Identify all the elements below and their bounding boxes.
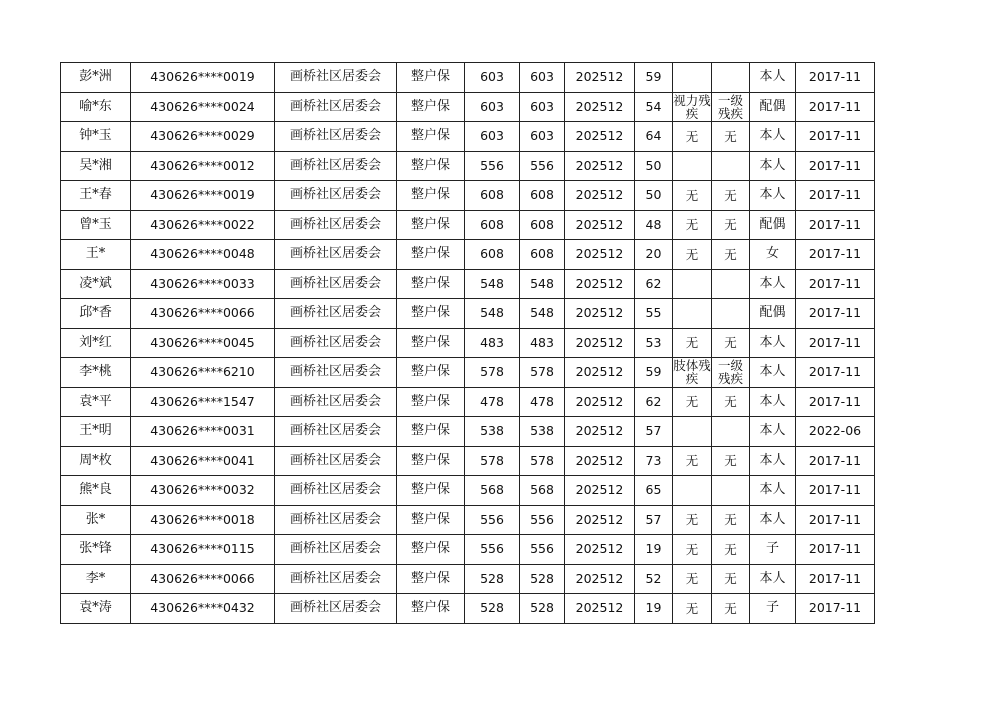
amount-paid-cell: 578 — [520, 446, 565, 476]
month-cell: 202512 — [565, 122, 635, 152]
id-number-cell: 430626****0018 — [131, 505, 275, 535]
id-number-cell: 430626****0048 — [131, 240, 275, 270]
community-cell: 画桥社区居委会 — [275, 387, 397, 417]
month-cell: 202512 — [565, 476, 635, 506]
disability-type-cell — [673, 417, 712, 447]
age-cell: 52 — [635, 564, 673, 594]
community-cell: 画桥社区居委会 — [275, 358, 397, 388]
start-date-cell: 2017-11 — [796, 358, 875, 388]
id-number-cell: 430626****0033 — [131, 269, 275, 299]
id-number-cell: 430626****6210 — [131, 358, 275, 388]
assistance-type-cell: 整户保 — [397, 387, 465, 417]
disability-type-cell: 无 — [673, 181, 712, 211]
relation-cell: 本人 — [750, 269, 796, 299]
relation-cell: 子 — [750, 535, 796, 565]
age-cell: 50 — [635, 151, 673, 181]
disability-level-cell — [712, 476, 750, 506]
month-cell: 202512 — [565, 92, 635, 122]
benefit-table — [60, 62, 875, 624]
name-cell: 袁*平 — [61, 387, 131, 417]
amount-cell: 556 — [465, 505, 520, 535]
relation-cell: 配偶 — [750, 92, 796, 122]
start-date-cell: 2017-11 — [796, 535, 875, 565]
id-number-cell: 430626****0019 — [131, 181, 275, 211]
month-cell: 202512 — [565, 387, 635, 417]
id-number-cell: 430626****0066 — [131, 299, 275, 329]
amount-paid-cell: 568 — [520, 476, 565, 506]
disability-level-cell — [712, 299, 750, 329]
disability-type-cell — [673, 269, 712, 299]
start-date-cell: 2017-11 — [796, 564, 875, 594]
amount-cell: 608 — [465, 210, 520, 240]
table-row — [61, 240, 875, 270]
table-row — [61, 122, 875, 152]
age-cell: 54 — [635, 92, 673, 122]
age-cell: 62 — [635, 387, 673, 417]
amount-cell: 528 — [465, 564, 520, 594]
relation-cell: 本人 — [750, 387, 796, 417]
relation-cell: 本人 — [750, 417, 796, 447]
amount-cell: 478 — [465, 387, 520, 417]
disability-type-cell — [673, 299, 712, 329]
relation-cell: 本人 — [750, 446, 796, 476]
disability-level-cell: 无 — [712, 564, 750, 594]
id-number-cell: 430626****0432 — [131, 594, 275, 624]
assistance-type-cell: 整户保 — [397, 92, 465, 122]
amount-paid-cell: 556 — [520, 505, 565, 535]
month-cell: 202512 — [565, 240, 635, 270]
age-cell: 65 — [635, 476, 673, 506]
amount-paid-cell: 603 — [520, 63, 565, 93]
start-date-cell: 2017-11 — [796, 181, 875, 211]
amount-paid-cell: 608 — [520, 210, 565, 240]
month-cell: 202512 — [565, 63, 635, 93]
id-number-cell: 430626****0115 — [131, 535, 275, 565]
disability-level-cell: 无 — [712, 505, 750, 535]
month-cell: 202512 — [565, 269, 635, 299]
amount-cell: 556 — [465, 535, 520, 565]
amount-paid-cell: 603 — [520, 122, 565, 152]
table-row — [61, 476, 875, 506]
disability-type-cell: 无 — [673, 446, 712, 476]
assistance-type-cell: 整户保 — [397, 269, 465, 299]
name-cell: 袁*涛 — [61, 594, 131, 624]
community-cell: 画桥社区居委会 — [275, 299, 397, 329]
table-row — [61, 505, 875, 535]
assistance-type-cell: 整户保 — [397, 564, 465, 594]
id-number-cell: 430626****0066 — [131, 564, 275, 594]
amount-paid-cell: 538 — [520, 417, 565, 447]
age-cell: 57 — [635, 505, 673, 535]
disability-level-cell: 无 — [712, 594, 750, 624]
id-number-cell: 430626****1547 — [131, 387, 275, 417]
name-cell: 曾*玉 — [61, 210, 131, 240]
disability-level-cell — [712, 269, 750, 299]
amount-paid-cell: 548 — [520, 299, 565, 329]
disability-level-cell: 无 — [712, 210, 750, 240]
start-date-cell: 2017-11 — [796, 240, 875, 270]
relation-cell: 本人 — [750, 181, 796, 211]
relation-cell: 本人 — [750, 358, 796, 388]
relation-cell: 本人 — [750, 476, 796, 506]
age-cell: 59 — [635, 358, 673, 388]
disability-type-cell: 无 — [673, 387, 712, 417]
month-cell: 202512 — [565, 505, 635, 535]
disability-type-cell: 肢体残疾 — [673, 358, 711, 387]
disability-level-cell: 无 — [712, 328, 750, 358]
community-cell: 画桥社区居委会 — [275, 151, 397, 181]
community-cell: 画桥社区居委会 — [275, 505, 397, 535]
start-date-cell: 2017-11 — [796, 594, 875, 624]
name-cell: 吴*湘 — [61, 151, 131, 181]
amount-cell: 538 — [465, 417, 520, 447]
amount-cell: 548 — [465, 269, 520, 299]
community-cell: 画桥社区居委会 — [275, 446, 397, 476]
amount-paid-cell: 483 — [520, 328, 565, 358]
disability-type-cell: 无 — [673, 535, 712, 565]
start-date-cell: 2017-11 — [796, 328, 875, 358]
name-cell: 彭*洲 — [61, 63, 131, 93]
disability-level-cell — [712, 63, 750, 93]
age-cell: 55 — [635, 299, 673, 329]
id-number-cell: 430626****0019 — [131, 63, 275, 93]
month-cell: 202512 — [565, 299, 635, 329]
community-cell: 画桥社区居委会 — [275, 594, 397, 624]
community-cell: 画桥社区居委会 — [275, 328, 397, 358]
start-date-cell: 2017-11 — [796, 92, 875, 122]
age-cell: 53 — [635, 328, 673, 358]
age-cell: 57 — [635, 417, 673, 447]
assistance-type-cell: 整户保 — [397, 63, 465, 93]
age-cell: 50 — [635, 181, 673, 211]
disability-type-cell — [673, 476, 712, 506]
month-cell: 202512 — [565, 328, 635, 358]
name-cell: 钟*玉 — [61, 122, 131, 152]
assistance-type-cell: 整户保 — [397, 594, 465, 624]
table-row — [61, 417, 875, 447]
start-date-cell: 2017-11 — [796, 63, 875, 93]
relation-cell: 配偶 — [750, 210, 796, 240]
disability-type-cell — [673, 63, 712, 93]
table-row — [61, 269, 875, 299]
name-cell: 熊*良 — [61, 476, 131, 506]
amount-paid-cell: 578 — [520, 358, 565, 388]
table-row — [61, 151, 875, 181]
amount-cell: 608 — [465, 181, 520, 211]
month-cell: 202512 — [565, 564, 635, 594]
community-cell: 画桥社区居委会 — [275, 269, 397, 299]
amount-cell: 608 — [465, 240, 520, 270]
disability-type-cell: 无 — [673, 122, 712, 152]
start-date-cell: 2017-11 — [796, 387, 875, 417]
name-cell: 邱*香 — [61, 299, 131, 329]
id-number-cell: 430626****0045 — [131, 328, 275, 358]
start-date-cell: 2017-11 — [796, 151, 875, 181]
table-row — [61, 299, 875, 329]
assistance-type-cell: 整户保 — [397, 446, 465, 476]
month-cell: 202512 — [565, 535, 635, 565]
disability-level-cell: 无 — [712, 181, 750, 211]
assistance-type-cell: 整户保 — [397, 299, 465, 329]
community-cell: 画桥社区居委会 — [275, 181, 397, 211]
assistance-type-cell: 整户保 — [397, 535, 465, 565]
disability-type-cell — [673, 151, 712, 181]
age-cell: 19 — [635, 535, 673, 565]
assistance-type-cell: 整户保 — [397, 358, 465, 388]
name-cell: 李*桃 — [61, 358, 131, 388]
disability-level-cell: 无 — [712, 240, 750, 270]
start-date-cell: 2017-11 — [796, 122, 875, 152]
table-body — [61, 63, 875, 624]
amount-paid-cell: 608 — [520, 181, 565, 211]
name-cell: 王*明 — [61, 417, 131, 447]
disability-level-cell: 无 — [712, 387, 750, 417]
table-row — [61, 535, 875, 565]
id-number-cell: 430626****0029 — [131, 122, 275, 152]
amount-cell: 483 — [465, 328, 520, 358]
amount-paid-cell: 478 — [520, 387, 565, 417]
community-cell: 画桥社区居委会 — [275, 535, 397, 565]
amount-paid-cell: 528 — [520, 564, 565, 594]
disability-type-cell: 无 — [673, 594, 712, 624]
amount-cell: 556 — [465, 151, 520, 181]
assistance-type-cell: 整户保 — [397, 328, 465, 358]
disability-level-cell: 无 — [712, 535, 750, 565]
relation-cell: 本人 — [750, 151, 796, 181]
community-cell: 画桥社区居委会 — [275, 240, 397, 270]
month-cell: 202512 — [565, 358, 635, 388]
amount-cell: 548 — [465, 299, 520, 329]
relation-cell: 本人 — [750, 328, 796, 358]
relation-cell: 本人 — [750, 63, 796, 93]
table-row — [61, 564, 875, 594]
start-date-cell: 2017-11 — [796, 299, 875, 329]
start-date-cell: 2017-11 — [796, 269, 875, 299]
disability-type-cell: 无 — [673, 328, 712, 358]
amount-cell: 578 — [465, 358, 520, 388]
table-row — [61, 92, 875, 122]
assistance-type-cell: 整户保 — [397, 417, 465, 447]
name-cell: 喻*东 — [61, 92, 131, 122]
name-cell: 凌*斌 — [61, 269, 131, 299]
name-cell: 张*锋 — [61, 535, 131, 565]
age-cell: 59 — [635, 63, 673, 93]
disability-type-cell: 视力残疾 — [673, 92, 711, 121]
id-number-cell: 430626****0041 — [131, 446, 275, 476]
month-cell: 202512 — [565, 594, 635, 624]
name-cell: 刘*红 — [61, 328, 131, 358]
name-cell: 王* — [61, 240, 131, 270]
community-cell: 画桥社区居委会 — [275, 476, 397, 506]
amount-cell: 603 — [465, 122, 520, 152]
disability-type-cell: 无 — [673, 210, 712, 240]
amount-cell: 528 — [465, 594, 520, 624]
assistance-type-cell: 整户保 — [397, 210, 465, 240]
community-cell: 画桥社区居委会 — [275, 122, 397, 152]
assistance-type-cell: 整户保 — [397, 476, 465, 506]
disability-level-cell: 无 — [712, 122, 750, 152]
disability-level-cell — [712, 151, 750, 181]
community-cell: 画桥社区居委会 — [275, 210, 397, 240]
table-row — [61, 594, 875, 624]
amount-paid-cell: 603 — [520, 92, 565, 122]
name-cell: 周*枚 — [61, 446, 131, 476]
start-date-cell: 2017-11 — [796, 210, 875, 240]
name-cell: 王*春 — [61, 181, 131, 211]
table-row — [61, 210, 875, 240]
age-cell: 20 — [635, 240, 673, 270]
amount-paid-cell: 548 — [520, 269, 565, 299]
amount-paid-cell: 528 — [520, 594, 565, 624]
assistance-type-cell: 整户保 — [397, 181, 465, 211]
relation-cell: 配偶 — [750, 299, 796, 329]
assistance-type-cell: 整户保 — [397, 151, 465, 181]
month-cell: 202512 — [565, 151, 635, 181]
disability-type-cell: 无 — [673, 505, 712, 535]
table-row — [61, 387, 875, 417]
community-cell: 画桥社区居委会 — [275, 63, 397, 93]
community-cell: 画桥社区居委会 — [275, 564, 397, 594]
month-cell: 202512 — [565, 446, 635, 476]
id-number-cell: 430626****0012 — [131, 151, 275, 181]
relation-cell: 本人 — [750, 564, 796, 594]
start-date-cell: 2022-06 — [796, 417, 875, 447]
amount-cell: 568 — [465, 476, 520, 506]
disability-level-cell — [712, 417, 750, 447]
relation-cell: 女 — [750, 240, 796, 270]
table-row — [61, 358, 875, 388]
relation-cell: 本人 — [750, 122, 796, 152]
age-cell: 64 — [635, 122, 673, 152]
month-cell: 202512 — [565, 417, 635, 447]
assistance-type-cell: 整户保 — [397, 122, 465, 152]
assistance-type-cell: 整户保 — [397, 505, 465, 535]
amount-paid-cell: 556 — [520, 535, 565, 565]
disability-level-cell: 无 — [712, 446, 750, 476]
amount-paid-cell: 556 — [520, 151, 565, 181]
amount-cell: 578 — [465, 446, 520, 476]
month-cell: 202512 — [565, 181, 635, 211]
amount-paid-cell: 608 — [520, 240, 565, 270]
name-cell: 张* — [61, 505, 131, 535]
relation-cell: 本人 — [750, 505, 796, 535]
table-row — [61, 328, 875, 358]
table-row — [61, 181, 875, 211]
name-cell: 李* — [61, 564, 131, 594]
disability-level-cell: 一级残疾 — [712, 92, 750, 122]
community-cell: 画桥社区居委会 — [275, 417, 397, 447]
age-cell: 73 — [635, 446, 673, 476]
age-cell: 62 — [635, 269, 673, 299]
community-cell: 画桥社区居委会 — [275, 92, 397, 122]
id-number-cell: 430626****0031 — [131, 417, 275, 447]
amount-cell: 603 — [465, 92, 520, 122]
start-date-cell: 2017-11 — [796, 476, 875, 506]
disability-type-cell: 无 — [673, 240, 712, 270]
table-row — [61, 446, 875, 476]
month-cell: 202512 — [565, 210, 635, 240]
relation-cell: 子 — [750, 594, 796, 624]
table-row — [61, 63, 875, 93]
start-date-cell: 2017-11 — [796, 446, 875, 476]
disability-type-cell: 无 — [673, 564, 712, 594]
id-number-cell: 430626****0022 — [131, 210, 275, 240]
id-number-cell: 430626****0032 — [131, 476, 275, 506]
amount-cell: 603 — [465, 63, 520, 93]
age-cell: 48 — [635, 210, 673, 240]
age-cell: 19 — [635, 594, 673, 624]
id-number-cell: 430626****0024 — [131, 92, 275, 122]
assistance-type-cell: 整户保 — [397, 240, 465, 270]
disability-level-cell: 一级残疾 — [712, 358, 750, 388]
start-date-cell: 2017-11 — [796, 505, 875, 535]
